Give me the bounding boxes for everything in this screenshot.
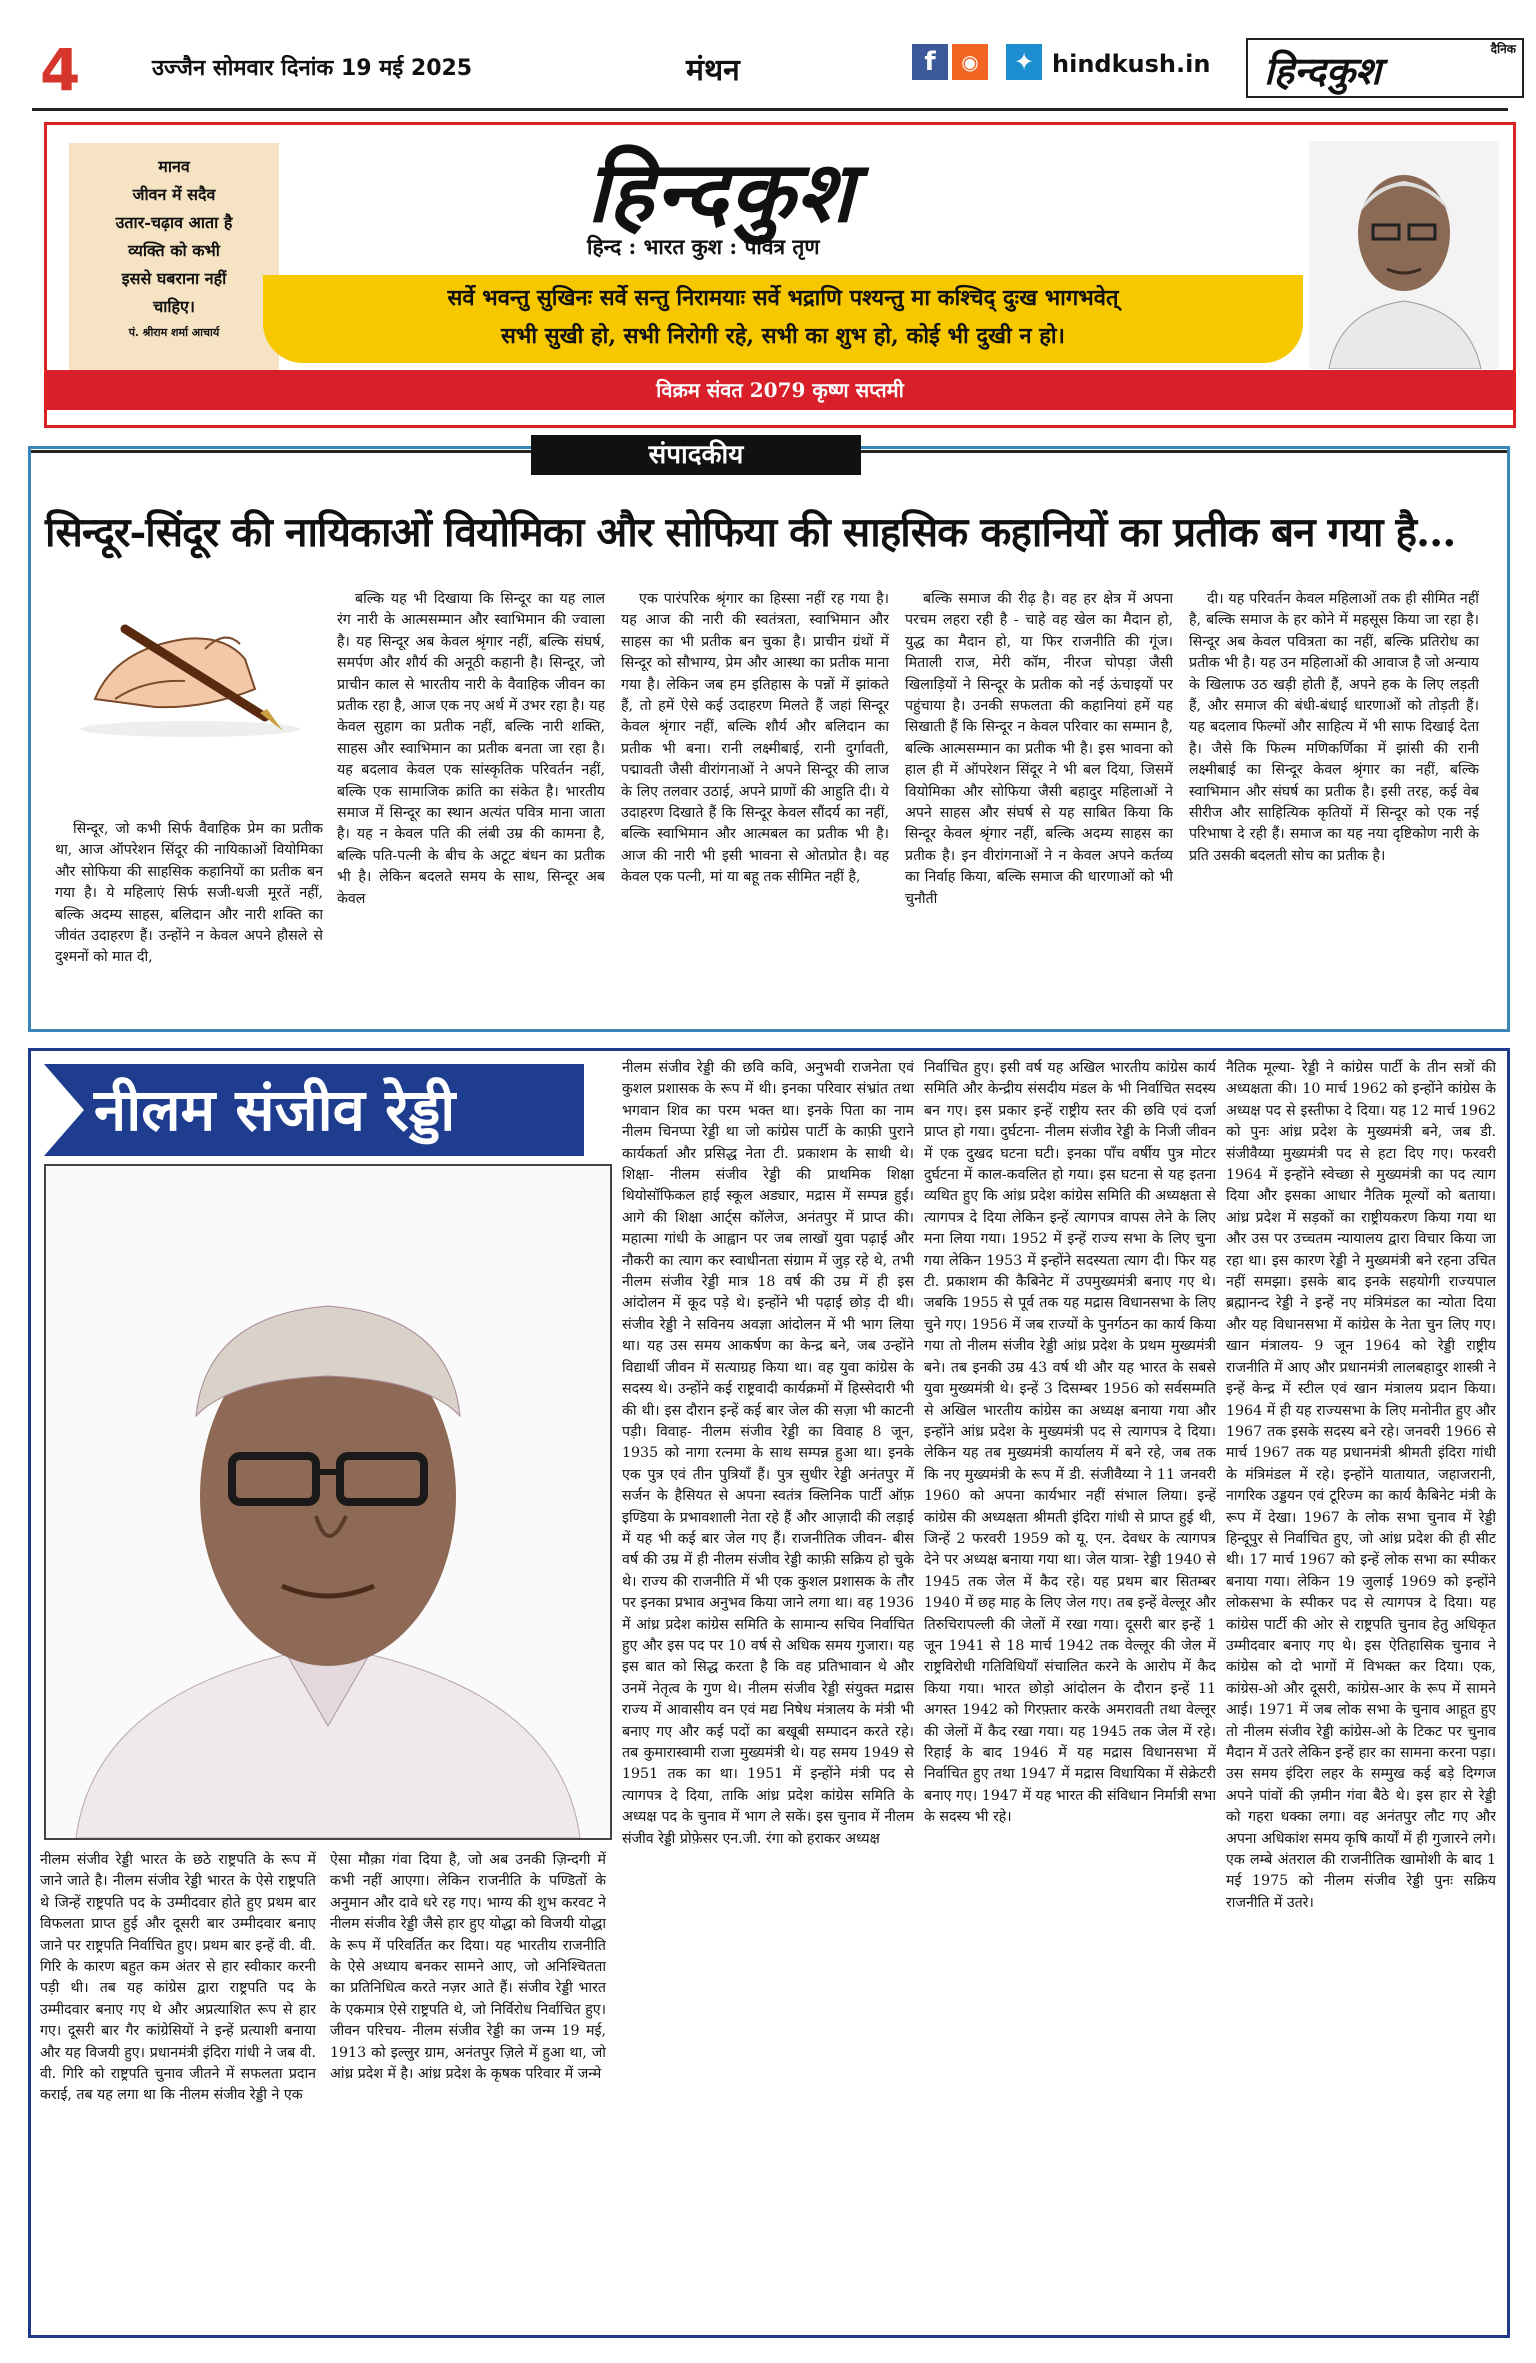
small-logo bbox=[1246, 38, 1524, 98]
brand-meaning: हिन्द : भारत कुश : पवित्र तृण bbox=[587, 234, 820, 259]
quote-line: चाहिए। bbox=[153, 297, 195, 316]
feature-column-3: नीलम संजीव रेड्डी की छवि कवि, अनुभवी राजनेता एवं कुशल प्रशासक के रूप में थी। इनका परिवार संभ्रांत तथा भगवान शिव का परम भक्त था। इनके पिता का नाम नीलम चिनप्पा रेड्डी था जो कांग्रेस पार्टी के काफ़ी पुराने कार्यकर्ता और प्रसिद्ध नेता टी. प्रकाशम के साथी थे। शिक्षा- नीलम संजीव रेड्डी की प्राथमिक शिक्षा थियोसॉफिकल हाई स्कूल अड्यार, मद्रास में सम्पन्न हुई। आगे की शिक्षा आर्ट्स कॉलेज, अनंतपुर में प्राप्त की। महात्मा गांधी के आह्वान पर जब लाखों युवा पढ़ाई और नौकरी का त्याग कर स्वाधीनता संग्राम में जुड़ रहे थे, तभी नीलम संजीव रेड्डी मात्र 18 वर्ष की उम्र में ही इस आंदोलन में कूद पड़े थे। इन्होंने भी पढ़ाई छोड़ दी थी। संजीव रेड्डी ने सविनय अवज्ञा आंदोलन में भी भाग लिया था। यह उस समय आकर्षण का केन्द्र बने, जब उन्होंने विद्यार्थी जीवन में सत्याग्रह किया था। वह युवा कांग्रेस के सदस्य थे। उन्होंने कई राष्ट्रवादी कार्यक्रमों में हिस्सेदारी भी की थी। इस दौरान इन्हें कई बार जेल की सज़ा भी काटनी पड़ी। विवाह- नीलम संजीव रेड्डी का विवाह 8 जून, 1935 को नागा रत्नमा के साथ सम्पन्न हुआ था। इनके एक पुत्र एवं तीन पुत्रियाँ हैं। पुत्र सुधीर रेड्डी अनंतपुर में सर्जन के हैसियत से अपना स्वतंत्र क्लिनिक पार्टी ऑफ़ इण्डिया के प्रभावशाली नेता रहे हैं और आज़ादी की लड़ाई में यह भी कई बार जेल गए हैं। राजनीतिक जीवन- बीस वर्ष की उम्र में ही नीलम संजीव रेड्डी काफ़ी सक्रिय हो चुके थे। राज्य की राजनीति में भी एक कुशल प्रशासक के तौर पर इनका प्रभाव अनुभव किया जाने लगा था। वह 1936 में आंध्र प्रदेश कांग्रेस समिति के सामान्य सचिव निर्वाचित हुए और इस पद पर 10 वर्ष से अधिक समय गुजारा। यह इस बात को सिद्ध करता है कि वह प्रतिभावान थे और उनमें नेतृत्व के गुण थे। नीलम संजीव रेड्डी संयुक्त मद्रास राज्य में आवासीय वन एवं मद्य निषेध मंत्रालय के मंत्री भी बनाए गए और कई पदों का बखूबी सम्पादन करते रहे। तब कुमारास्वामी राजा मुख्यमंत्री थे। यह समय 1949 से 1951 तक का था। 1951 में इन्होंने मंत्री पद से त्यागपत्र दे दिया, ताकि आंध्र प्रदेश कांग्रेस समिति के अध्यक्ष पद के चुनाव में भाग ले सकें। इस चुनाव में नीलम संजीव रेड्डी प्रोफ़ेसर एन.जी. रंगा को हराकर अध्यक्ष bbox=[622, 1060, 914, 1847]
feature-column-2: ऐसा मौक़ा गंवा दिया है, जो अब उनकी ज़िन्दगी में कभी नहीं आएगा। लेकिन राजनीति के पण्डितों के अनुमान और दावे धरे रह गए। भाग्य की शुभ करवट ने नीलम संजीव रेड्डी जैसे हार हुए योद्धा को विजयी योद्धा के रूप में परिवर्तित कर दिया। यह भारतीय राजनीति के ऐसे अध्याय बनकर सामने आए, जो अनिश्चितता का प्रतिनिधित्व करते नज़र आते हैं। संजीव रेड्डी भारत के एकमात्र ऐसे राष्ट्रपति थे, जो निर्विरोध निर्वाचित हुए। जीवन परिचय- नीलम संजीव रेड्डी का जन्म 19 मई, 1913 को इल्लुर ग्राम, अनंतपुर ज़िले में हुआ था, जो आंध्र प्रदेश में है। आंध्र प्रदेश के कृषक परिवार में जन्मे bbox=[330, 1852, 606, 2083]
feature-title: नीलम संजीव रेड्डी bbox=[94, 1076, 456, 1144]
facebook-icon[interactable]: f bbox=[912, 44, 948, 80]
vikram-samvat-bar: विक्रम संवत 2079 कृष्ण सप्तमी bbox=[47, 370, 1513, 410]
quote-line: व्यक्ति को कभी bbox=[128, 241, 220, 260]
quote-line: इससे घबराना नहीं bbox=[121, 269, 227, 288]
mantra-hindi: सभी सुखी हो, सभी निरोगी रहे, सभी का शुभ हो, कोई भी दुखी न हो। bbox=[501, 323, 1065, 349]
quote-line: मानव bbox=[158, 157, 190, 176]
quote-line: उतार-चढ़ाव आता है bbox=[115, 213, 233, 232]
section-title: मंथन bbox=[686, 53, 740, 88]
reddy-portrait-image bbox=[46, 1166, 610, 1838]
mantra-sanskrit: सर्वे भवन्तु सुखिनः सर्वे सन्तु निरामयाः सर्वे भद्राणि पश्यन्तु मा कश्चिद् दुःख भागभवेत् bbox=[447, 285, 1119, 311]
feature-column-4: निर्वाचित हुए। इसी वर्ष यह अखिल भारतीय कांग्रेस कार्य समिति और केन्द्रीय संसदीय मंडल के भी निर्वाचित सदस्य बन गए। इस प्रकार इन्हें राष्ट्रीय स्तर की छवि एवं दर्जा प्राप्त हो गया। दुर्घटना- नीलम संजीव रेड्डी के निजी जीवन में एक दुखद घटना घटी। इनका पाँच वर्षीय पुत्र मोटर दुर्घटना में काल-कवलित हो गया। इस घटना से यह इतना व्यथित हुए कि आंध्र प्रदेश कांग्रेस समिति की अध्यक्षता से त्यागपत्र दे दिया लेकिन इन्हें त्यागपत्र वापस लेने के लिए मना लिया गया। 1952 में इन्हें राज्य सभा के लिए चुना गया लेकिन 1953 में इन्होंने सदस्यता त्याग दी। फिर यह टी. प्रकाशम की कैबिनेट में उपमुख्यमंत्री बनाए गए थे। जबकि 1955 से पूर्व तक यह मद्रास विधानसभा के लिए चुने गए। 1956 में जब राज्यों के पुनर्गठन का कार्य किया गया तो नीलम संजीव रेड्डी आंध्र प्रदेश के प्रथम मुख्यमंत्री बने। तब इनकी उम्र 43 वर्ष थी और यह भारत के सबसे युवा मुख्यमंत्री थे। इन्हें 3 दिसम्बर 1956 को सर्वसम्मति से अखिल भारतीय कांग्रेस का अध्यक्ष बनाया गया और इन्होंने आंध्र प्रदेश के मुख्यमंत्री पद से त्यागपत्र दे दिया। लेकिन यह तब मुख्यमंत्री कार्यालय में बने रहे, जब तक कि नए मुख्यमंत्री के रूप में डी. संजीवैय्या ने 11 जनवरी 1960 को अपना कार्यभार नहीं संभाल लिया। इन्हें कांग्रेस की अध्यक्षता श्रीमती इंदिरा गांधी से प्राप्त हुई थी, जिन्हें 2 फरवरी 1959 को यू. एन. देवधर के त्यागपत्र देने पर अध्यक्ष बनाया गया था। जेल यात्रा- रेड्डी 1940 से 1945 तक जेल में कैद रहे। यह प्रथम बार सितम्बर 1940 में छह माह के लिए जेल गए। तब इन्हें वेल्लूर और तिरुचिरापल्ली की जेलों में रखा गया। दूसरी बार इन्हें 1 जून 1941 से 18 मार्च 1942 तक वेल्लूर की जेल में राष्ट्रविरोधी गतिविधियाँ संचालित करने के आरोप में कैद किया गया। भारत छोड़ो आंदोलन के दौरान इन्हें 11 अगस्त 1942 को गिरफ़्तार करके अमरावती तथा वेल्लूर की जेलों में कैद रखा गया। यह 1945 तक जेल में रहे। रिहाई के बाद 1946 में यह मद्रास विधानसभा में निर्वाचित हुए तथा 1947 में मद्रास विधायिका में सेक्रेटरी बनाए गए। 1947 में यह भारत की संविधान निर्मात्री सभा के सदस्य भी रहे। bbox=[924, 1060, 1216, 1826]
editorial-column-5: दी। यह परिवर्तन केवल महिलाओं तक ही सीमित नहीं है, बल्कि समाज के हर कोने में महसूस किया जा रहा है। सिन्दूर अब केवल पवित्रता का नहीं, बल्कि प्रतिरोध का प्रतीक भी है। यह उन महिलाओं की आवाज है जो अन्याय के खिलाफ उठ खड़ी होती हैं, अपने हक के लिए लड़ती हैं, और समाज की बंधी-बंधाई धारणाओं को तोड़ती हैं। यह बदलाव फिल्मों और साहित्य में भी साफ दिखाई देता है। जैसे कि फिल्म मणिकर्णिका में झांसी की रानी लक्ष्मीबाई का सिन्दूर केवल श्रृंगार का नहीं, बल्कि स्वाभिमान और संघर्ष का प्रतीक है। इसी तरह, कई वेब सीरीज और साहित्यिक कृतियों में सिन्दूर को एक नई परिभाषा दे रही हैं। समाज का यह नया दृष्टिकोण नारी के प्रति उसकी बदलती सोच का प्रतीक है। bbox=[1189, 591, 1479, 864]
quote-line: जीवन में सदैव bbox=[132, 185, 216, 204]
founder-portrait bbox=[1309, 141, 1499, 369]
quote-box bbox=[69, 143, 279, 373]
reddy-portrait bbox=[44, 1164, 612, 1840]
founder-portrait-image bbox=[1309, 141, 1499, 369]
editorial-tab: संपादकीय bbox=[531, 435, 861, 475]
dateline: उज्जैन सोमवार दिनांक 19 मई 2025 bbox=[152, 56, 473, 81]
brand-logo: हिन्दकुश bbox=[587, 142, 856, 241]
rss-icon[interactable]: ◉ bbox=[952, 44, 988, 80]
top-rule bbox=[32, 108, 1508, 111]
editorial-column-3: एक पारंपरिक श्रृंगार का हिस्सा नहीं रह गया है। यह आज की नारी की स्वतंत्रता, स्वाभिमान और साहस का भी प्रतीक बन चुका है। प्राचीन ग्रंथों में सिन्दूर को सौभाग्य, प्रेम और आस्था का प्रतीक माना गया है। लेकिन जब हम इतिहास के पन्नों में झांकते हैं, तो हमें ऐसे कई उदाहरण मिलते हैं जहां सिन्दूर केवल श्रृंगार नहीं, बल्कि शौर्य और बलिदान का प्रतीक भी बना। रानी लक्ष्मीबाई, रानी दुर्गावती, पद्मावती जैसी वीरांगनाओं ने अपने सिन्दूर की लाज के लिए तलवार उठाई, अपने प्राणों की आहुति दी। ये उदाहरण दिखाते हैं कि सिन्दूर केवल सौंदर्य का नहीं, बल्कि स्वाभिमान और आत्मबल का प्रतीक भी है। आज की नारी भी इसी भावना से ओतप्रोत है। वह केवल एक पत्नी, मां या बहू तक सीमित नहीं है, bbox=[621, 591, 889, 886]
editorial-box bbox=[28, 440, 1510, 1032]
small-logo-tag: दैनिक bbox=[1490, 42, 1516, 56]
editorial-column-2: बल्कि यह भी दिखाया कि सिन्दूर का यह लाल रंग नारी के आत्मसम्मान और स्वाभिमान की ज्वाला है। यह सिन्दूर अब केवल श्रृंगार नहीं, बल्कि संघर्ष, समर्पण और शौर्य की अनूठी कहानी है। सिन्दूर, जो प्राचीन काल से भारतीय नारी के वैवाहिक जीवन का प्रतीक रहा है, आज एक नए अर्थ में उभर रहा है। यह केवल सुहाग का प्रतीक नहीं, बल्कि नारी शक्ति, साहस और स्वाभिमान का प्रतीक बनता जा रहा है। यह बदलाव केवल एक सांस्कृतिक परिवर्तन नहीं, बल्कि एक सामाजिक क्रांति का संकेत है। भारतीय समाज में सिन्दूर का स्थान अत्यंत पवित्र माना जाता है। यह न केवल पति की लंबी उम्र की कामना है, बल्कि पति-पत्नी के बीच के अटूट बंधन का प्रतीक भी है। लेकिन बदलते समय के साथ, सिन्दूर अब केवल bbox=[337, 591, 605, 907]
quote-author: पं. श्रीराम शर्मा आचार्य bbox=[128, 326, 220, 339]
editorial-column-4: बल्कि समाज की रीढ़ है। वह हर क्षेत्र में अपना परचम लहरा रही है - चाहे वह खेल का मैदान हो, युद्ध का मैदान हो, या फिर राजनीति की गूंज। मिताली राज, मेरी कॉम, नीरज चोपड़ा जैसी खिलाड़ियों ने सिन्दूर के प्रतीक को नई ऊंचाइयों पर पहुंचाया है। उनकी सफलता की कहानियां हमें यह सिखाती हैं कि सिन्दूर न केवल परिवार का सम्मान है, बल्कि आत्मसम्मान का प्रतीक भी है। इस भावना को हाल ही में ऑपरेशन सिंदूर ने भी बल दिया, जिसमें वियोमिका और सोफिया जैसी बहादुर महिलाओं ने अपने साहस और संघर्ष से यह साबित किया कि सिन्दूर केवल श्रृंगार नहीं, बल्कि अदम्य साहस का प्रतीक है। इन वीरांगनाओं ने न केवल अपने कर्तव्य का निर्वाह किया, बल्कि समाज की धारणाओं को भी चुनौती bbox=[905, 591, 1173, 907]
feature-column-1: नीलम संजीव रेड्डी भारत के छठे राष्ट्रपति के रूप में जाने जाते है। नीलम संजीव रेड्डी भारत के ऐसे राष्ट्रपति थे जिन्हें राष्ट्रपति पद के उम्मीदवार होते हुए प्रथम बार विफलता प्राप्त हुई और दूसरी बार उम्मीदवार बनाए जाने पर राष्ट्रपति निर्वाचित हुए। प्रथम बार इन्हें वी. वी. गिरि के कारण बहुत कम अंतर से हार स्वीकार करनी पड़ी थी। तब यह कांग्रेस द्वारा राष्ट्रपति पद के उम्मीदवार बनाए गए थे और अप्रत्याशित रूप से हार गए। दूसरी बार गैर कांग्रेसियों ने इन्हें प्रत्याशी बनाया और यह विजयी हुए। प्रधानमंत्री इंदिरा गांधी ने जब वी. वी. गिरि को राष्ट्रपति चुनाव जीतने में सफलता प्रदान कराई, तब यह लगा था कि नीलम संजीव रेड्डी ने एक bbox=[40, 1852, 316, 2104]
editorial-headline: सिन्दूर-सिंदूर की नायिकाओं वियोमिका और सोफिया की साहसिक कहानियों का प्रतीक बन गया है... bbox=[45, 508, 1456, 556]
page-number: 4 bbox=[40, 40, 102, 100]
twitter-icon[interactable]: ✦ bbox=[1006, 44, 1042, 80]
editorial-column-1: सिन्दूर, जो कभी सिर्फ वैवाहिक प्रेम का प्रतीक था, आज ऑपरेशन सिंदूर की नायिकाओं वियोमिका और सोफिया की साहसिक कहानियों का प्रतीक बन गया है। ये महिलाएं सिर्फ सजी-धजी मूरतें नहीं, बल्कि अदम्य साहस, बलिदान और नारी शक्ति का जीवंत उदाहरण हैं। उन्होंने न केवल अपने हौसले से दुश्मनों को मात दी, bbox=[55, 821, 323, 966]
small-logo-text: हिन्दकुश bbox=[1264, 48, 1381, 93]
mantra-banner bbox=[263, 275, 1303, 363]
website-link[interactable]: hindkush.in bbox=[1052, 50, 1211, 78]
masthead bbox=[44, 122, 1516, 428]
pen-hand-illustration bbox=[55, 589, 325, 739]
feature-column-5: नैतिक मूल्या- रेड्डी ने कांग्रेस पार्टी के तीन सत्रों की अध्यक्षता की। 10 मार्च 1962 को इन्होंने कांग्रेस के अध्यक्ष पद से इस्तीफा दे दिया। यह 12 मार्च 1962 को पुनः आंध्र प्रदेश के मुख्यमंत्री बने, जब डी. संजीवैय्या मुख्यमंत्री पद से हटा दिए गए। फरवरी 1964 में इन्होंने स्वेच्छा से मुख्यमंत्री का पद त्याग दिया और इसका आधार नैतिक मूल्यों को बताया। आंध्र प्रदेश में सड़कों का राष्ट्रीयकरण किया गया था और उस पर उच्चतम न्यायालय द्वारा विचार किया जा रहा था। इस कारण रेड्डी ने मुख्यमंत्री बने रहना उचित नहीं समझा। इसके बाद इनके सहयोगी राज्यपाल ब्रह्मानन्द रेड्डी ने इन्हें नए मंत्रिमंडल का न्योता दिया और यह विधानसभा में कांग्रेस के नेता चुन लिए गए। खान मंत्रालय- 9 जून 1964 को रेड्डी राष्ट्रीय राजनीति में आए और प्रधानमंत्री लालबहादुर शास्त्री ने इन्हें केन्द्र में स्टील एवं खान मंत्रालय प्रदान किया। 1964 में ही यह राज्यसभा के लिए मनोनीत हुए और 1967 तक इसके सदस्य बने रहे। जनवरी 1966 से मार्च 1967 तक यह प्रधानमंत्री श्रीमती इंदिरा गांधी के मंत्रिमंडल में रहे। इन्होंने यातायात, जहाजरानी, नागरिक उड्डयन एवं टूरिज्म का कार्य कैबिनेट मंत्री के रूप में देखा। 1967 के लोक सभा चुनाव में रेड्डी हिन्दूपुर से निर्वाचित हुए, जो आंध्र प्रदेश की ही सीट थी। 17 मार्च 1967 को इन्हें लोक सभा का स्पीकर बनाया गया। लेकिन 19 जुलाई 1969 को इन्होंने लोकसभा के स्पीकर पद से त्यागपत्र दे दिया। यह कांग्रेस पार्टी की ओर से राष्ट्रपति चुनाव हेतु अधिकृत उम्मीदवार बनाए गए थे। इस ऐतिहासिक चुनाव ने कांग्रेस को दो भागों में विभक्त कर दिया। एक, कांग्रेस-ओ और दूसरी, कांग्रेस-आर के रूप में सामने आई। 1971 में जब लोक सभा के चुनाव आहूत हुए तो नीलम संजीव रेड्डी कांग्रेस-ओ के टिकट पर चुनाव मैदान में उतरे लेकिन इन्हें हार का सामना करना पड़ा। उस समय इंदिरा लहर के सम्मुख कई बड़े दिग्गज अपने पांवों की ज़मीन गंवा बैठे थे। इस हार से रेड्डी को गहरा धक्का लगा। वह अनंतपुर लौट गए और अपना अधिकांश समय कृषि कार्यों में ही गुजारने लगे। एक लम्बे अंतराल की राजनीतिक खामोशी के बाद 1 मई 1975 को नीलम संजीव रेड्डी पुनः सक्रिय राजनीति में उतरे। bbox=[1226, 1060, 1496, 1911]
